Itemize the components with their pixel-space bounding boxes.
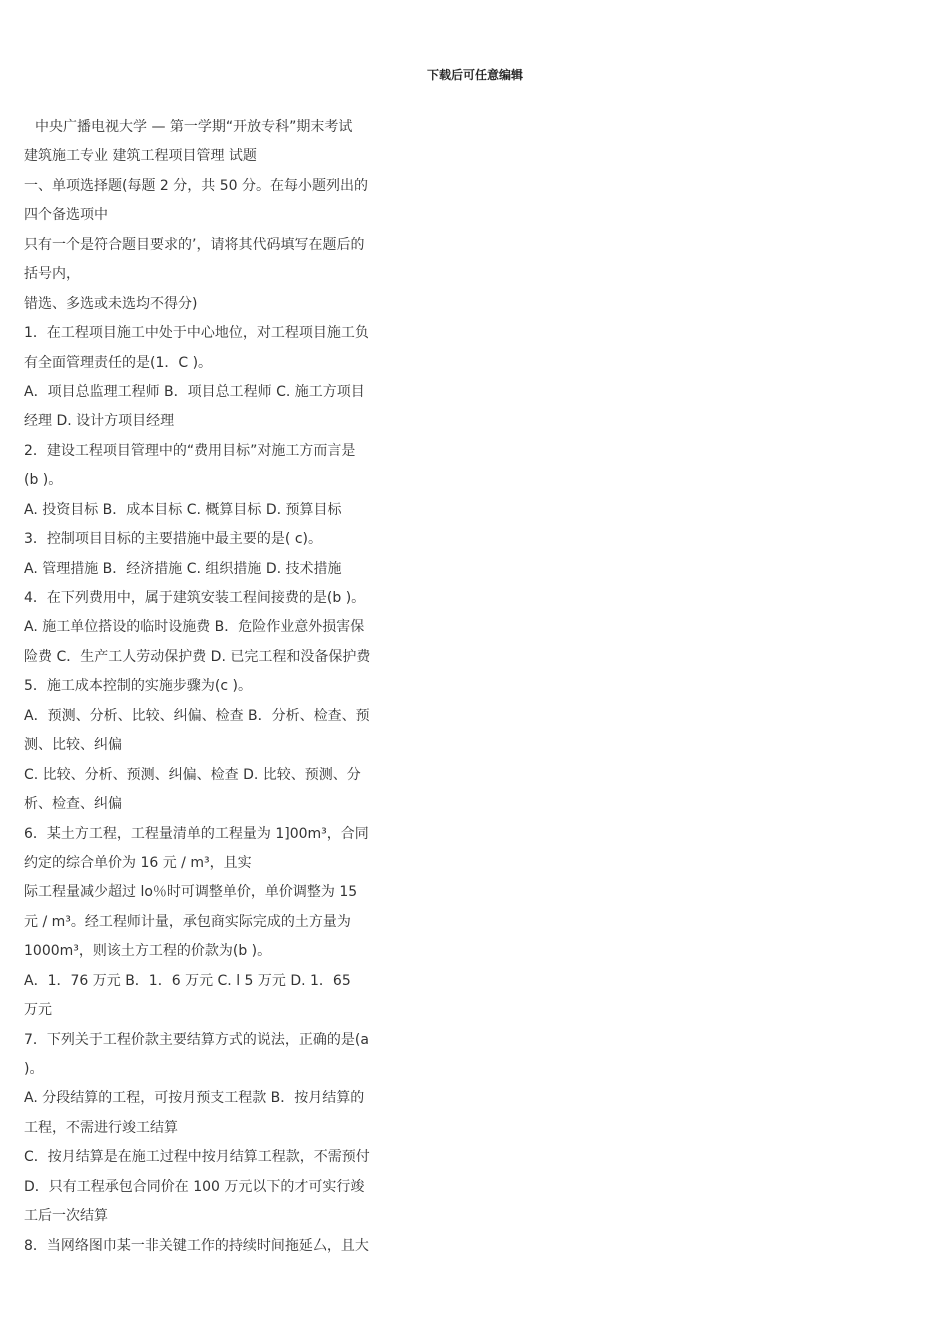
text-line: 有全面管理责任的是(1．C )。 xyxy=(24,354,213,371)
text-line: 经理 D. 设计方项目经理 xyxy=(24,413,175,430)
document-body xyxy=(24,113,394,1261)
text-line: 4．在下列费用中，属于建筑安装工程间接费的是(b )。 xyxy=(24,590,366,606)
text-line: 工程，不需进行竣工结算 xyxy=(24,1119,178,1136)
text-line: A．项目总监理工程师 B．项目总工程师 C. 施工方项目 xyxy=(24,383,365,400)
text-line: 7．下列关于工程价款主要结算方式的说法，正确的是(a xyxy=(24,1031,369,1048)
text-line: A．1．76 万元 B．1．6 万元 C. l 5 万元 D. 1．65 xyxy=(24,972,351,989)
text-line: 8．当网络图巾某一非关键工作的持续时间拖延厶，且大 xyxy=(24,1237,369,1254)
text-line: D．只有工程承包合同价在 100 万元以下的才可实行竣 xyxy=(24,1178,365,1195)
text-line: 万元 xyxy=(24,1002,52,1019)
text-line: )。 xyxy=(24,1061,44,1077)
text-line: 1000m³，则该土方工程的价款为(b )。 xyxy=(24,943,272,960)
text-line: C. 比较、分析、预测、纠偏、检查 D. 比较、预测、分 xyxy=(24,766,361,783)
text-line: 际工程量减少超过 lo％时可调整单价，单价调整为 15 xyxy=(24,884,358,901)
text-line: 2．建设工程项目管理中的“费用目标”对施工方而言是 xyxy=(24,442,356,459)
text-line: 括号内， xyxy=(24,266,80,283)
text-line: A. 投资目标 B．成本目标 C. 概算目标 D. 预算目标 xyxy=(24,501,342,518)
text-line: A. 管理措施 B．经济措施 C. 组织措施 D. 技术措施 xyxy=(24,560,342,577)
text-line: 四个备选项中 xyxy=(24,207,108,224)
text-line: 5．施工成本控制的实施步骤为(c )。 xyxy=(24,678,252,695)
page-header: 下载后可任意编辑 xyxy=(426,68,523,82)
text-line: 工后一次结算 xyxy=(24,1208,108,1225)
text-line: 3．控制项目目标的主要措施中最主要的是( c)。 xyxy=(24,531,322,548)
text-line: 1．在工程项目施工中处于中心地位，对工程项目施工负 xyxy=(24,325,369,342)
text-line: 析、检查、纠偏 xyxy=(24,796,122,813)
text-line: A. 施工单位搭设的临时设施费 B．危险作业意外损害保 xyxy=(24,619,365,636)
text-line: 一、单项选择题(每题 2 分，共 50 分。在每小题列出的 xyxy=(24,177,368,194)
document-title-line: 中央广播电视大学 — 第一学期“开放专科”期末考试 xyxy=(35,119,353,135)
text-line: 6．某土方工程，工程量清单的工程量为 1]00m³，合同 xyxy=(24,825,369,842)
text-line: 错选、多选或未选均不得分) xyxy=(24,295,198,312)
text-line: 元 / m³。经工程师计量，承包商实际完成的土方量为 xyxy=(24,913,351,930)
text-line: A．预测、分析、比较、纠偏、检查 B．分析、检查、预 xyxy=(24,707,370,724)
text-line: 约定的综合单价为 16 元 / m³，且实 xyxy=(24,854,252,871)
text-line: C．按月结算是在施工过程中按月结算工程款，不需预付 xyxy=(24,1149,370,1166)
text-line: 只有一个是符合题目要求的’，请将其代码填写在题后的 xyxy=(24,236,365,253)
text-line: 建筑施工专业 建筑工程项目管理 试题 xyxy=(24,148,257,165)
text-line: A. 分段结算的工程，可按月预支工程款 B．按月结算的 xyxy=(24,1090,365,1107)
text-line: 测、比较、纠偏 xyxy=(24,737,122,754)
text-line: (b )。 xyxy=(24,472,63,489)
text-line: 险费 C．生产工人劳动保护费 D. 已完工程和没备保护费 xyxy=(24,648,371,665)
